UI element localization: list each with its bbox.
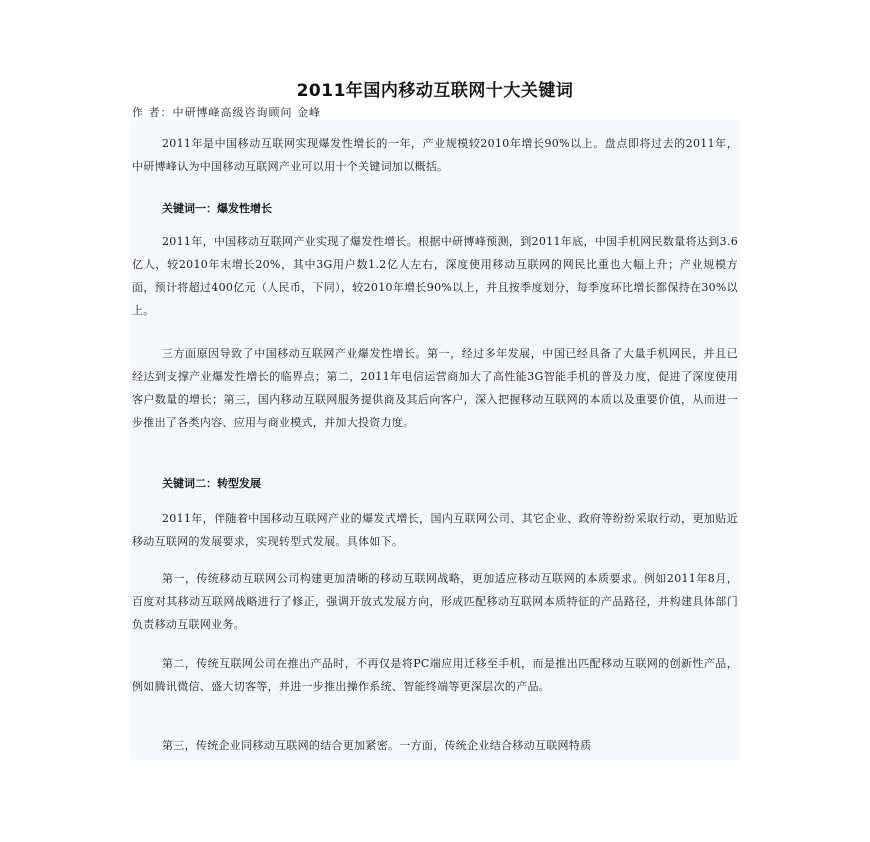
- intro-paragraph: 2011年是中国移动互联网实现爆发性增长的一年，产业规模较2010年增长90%以上。盘点即将过去的2011年，中研博峰认为中国移动互联网产业可以用十个关键词加以概括。: [132, 137, 738, 173]
- body-paragraph: 第二，传统互联网公司在推出产品时，不再仅是将PC端应用迁移至手机，而是推出匹配移动互联网的创新性产品，例如腾讯微信、盛大切客等，并进一步推出操作系统、智能终端等更深层次的产品。: [132, 657, 738, 693]
- body-paragraph: 2011年，伴随着中国移动互联网产业的爆发式增长，国内互联网公司、其它企业、政府等纷纷采取行动，更加贴近移动互联网的发展要求，实现转型式发展。具体如下。: [132, 512, 738, 548]
- author-line: 作 者：中研博峰高级咨询顾问 金峰: [132, 106, 321, 119]
- article-body: [130, 120, 740, 760]
- document-title: 2011年国内移动互联网十大关键词: [296, 81, 574, 101]
- section-heading-1: 关键词一：爆发性增长: [162, 202, 272, 215]
- section-heading-2: 关键词二：转型发展: [162, 477, 261, 490]
- body-paragraph: 2011年，中国移动互联网产业实现了爆发性增长。根据中研博峰预测，到2011年底，中国手机网民数量将达到3.6亿人，较2010年末增长20%，其中3G用户数1.2亿人左右，深度使用移动互联网的网民比重也大幅上升；产业规模方面，预计将超过400亿元（人民币，下同），较2010年增长90%以上，并且按季度划分，每季度环比增长都保持在30%以上。: [132, 235, 738, 317]
- body-paragraph: 第一，传统移动互联网公司构建更加清晰的移动互联网战略，更加适应移动互联网的本质要求。例如2011年8月，百度对其移动互联网战略进行了修正，强调开放式发展方向，形成匹配移动互联网本质特征的产品路径，并构建具体部门负责移动互联网业务。: [132, 572, 738, 631]
- body-paragraph: 第三，传统企业同移动互联网的结合更加紧密。一方面，传统企业结合移动互联网特质: [162, 739, 592, 752]
- body-paragraph: 三方面原因导致了中国移动互联网产业爆发性增长。第一，经过多年发展，中国已经具备了大量手机网民，并且已经达到支撑产业爆发性增长的临界点；第二，2011年电信运营商加大了高性能3G智能手机的普及力度，促进了深度使用客户数量的增长；第三，国内移动互联网服务提供商及其后向客户，深入把握移动互联网的本质以及重要价值，从而进一步推出了各类内容、应用与商业模式，并加大投资力度。: [132, 347, 738, 429]
